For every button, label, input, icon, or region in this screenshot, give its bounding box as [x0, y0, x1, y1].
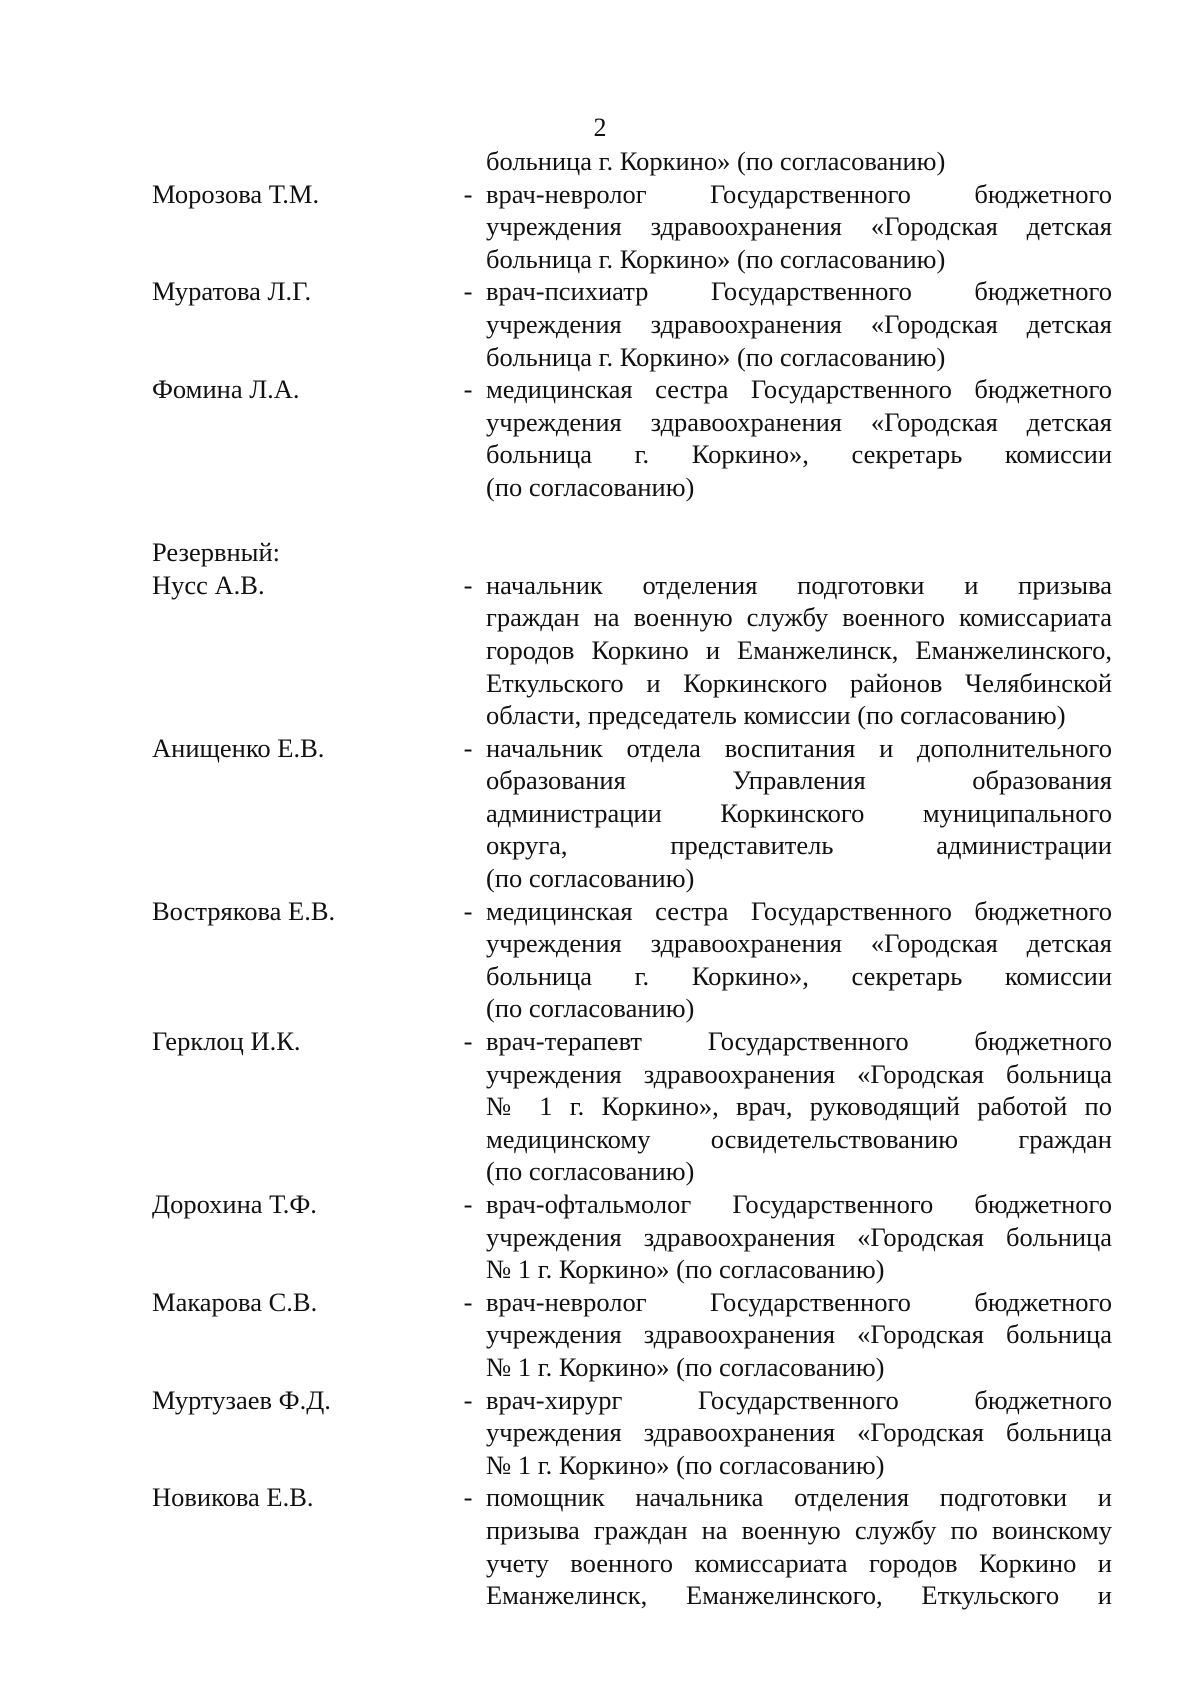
member-role-line: учету военного комиссариата городов Коркино и [486, 1547, 1112, 1578]
member-name: Дорохина Т.Ф. [152, 1189, 317, 1219]
member-entry [152, 178, 1112, 276]
member-role-line: округа, представитель администрации [486, 830, 1112, 861]
member-role-line: учреждения здравоохранения «Городская больница [486, 1058, 1112, 1089]
dash-separator: - [463, 276, 473, 307]
member-role-line: медицинская сестра Государственного бюджетного [486, 895, 1112, 926]
member-role-line: больница г. Коркино», секретарь комиссии [486, 439, 1112, 470]
member-name: Муратова Л.Г. [152, 276, 312, 307]
continuation-text: больница г. Коркино» (по согласованию) [486, 146, 946, 176]
dash-separator: - [463, 1482, 473, 1513]
member-role [486, 732, 1112, 895]
dash-separator: - [463, 1026, 473, 1057]
member-role-line: помощник начальника отделения подготовки и [486, 1482, 1112, 1513]
member-role-line: (по согласованию) [486, 993, 695, 1024]
dash-separator: - [463, 732, 473, 763]
member-role-line: призыва граждан на военную службу по воинскому [486, 1514, 1112, 1545]
continuation-line [486, 145, 1112, 178]
member-entry [152, 1286, 1112, 1384]
member-role [486, 1384, 1112, 1482]
member-role [486, 275, 1112, 373]
member-role-line: учреждения здравоохранения «Городская детская [486, 211, 1112, 242]
member-role-line: больница г. Коркино» (по согласованию) [486, 243, 946, 274]
member-entry [152, 1025, 1112, 1188]
dash-separator: - [463, 178, 473, 209]
member-role [486, 178, 1112, 276]
member-role [486, 895, 1112, 1025]
commission-main-list [152, 178, 1112, 504]
member-role-line: № 1 г. Коркино» (по согласованию) [486, 1351, 885, 1382]
section-label-reserve: Резервный: [152, 537, 280, 568]
member-entry [152, 1481, 1112, 1611]
member-role-line: больница г. Коркино» (по согласованию) [486, 341, 946, 372]
member-role [486, 1188, 1112, 1286]
member-name: Морозова Т.М. [152, 178, 320, 209]
dash-separator: - [463, 1384, 473, 1415]
member-role-line: (по согласованию) [486, 1156, 695, 1187]
member-role-line: области, председатель комиссии (по согласованию) [486, 700, 1066, 731]
member-role-line: образования Управления образования [486, 765, 1112, 796]
member-name: Фомина Л.А. [152, 374, 300, 405]
member-role-line: городов Коркино и Еманжелинск, Еманжелинского, [486, 634, 1112, 665]
member-role-line: администрации Коркинского муниципального [486, 797, 1112, 828]
member-entry [152, 275, 1112, 373]
member-role-line: № 1 г. Коркино», врач, руководящий работой по [486, 1091, 1112, 1122]
member-role-line: учреждения здравоохранения «Городская больница [486, 1319, 1112, 1350]
section-spacer [152, 504, 1112, 537]
member-role-line: начальник отделения подготовки и призыва [486, 569, 1112, 600]
member-role-line: учреждения здравоохранения «Городская детская [486, 308, 1112, 339]
member-role-line: Еткульского и Коркинского районов Челябинской [486, 667, 1112, 698]
member-name: Вострякова Е.В. [152, 895, 336, 926]
member-role-line: врач-невролог Государственного бюджетного [486, 1286, 1112, 1317]
dash-separator: - [463, 1189, 473, 1219]
member-role-line: № 1 г. Коркино» (по согласованию) [486, 1449, 885, 1480]
dash-separator: - [463, 1286, 473, 1317]
member-role-line: Еманжелинск, Еманжелинского, Еткульского и [486, 1580, 1112, 1611]
member-role-line: врач-офтальмолог Государственного бюджетного [486, 1189, 1112, 1219]
commission-reserve-list [152, 569, 1112, 1612]
member-role-line: врач-психиатр Государственного бюджетного [486, 276, 1112, 307]
member-role [486, 1481, 1112, 1611]
member-role [486, 1025, 1112, 1188]
dash-separator: - [463, 895, 473, 926]
member-role-line: больница г. Коркино», секретарь комиссии [486, 960, 1112, 991]
member-role-line: граждан на военную службу военного комиссариата [486, 602, 1112, 633]
member-role-line: учреждения здравоохранения «Городская детская [486, 406, 1112, 437]
member-role-line: медицинскому освидетельствованию граждан [486, 1123, 1112, 1154]
member-role-line: начальник отдела воспитания и дополнительного [486, 732, 1112, 763]
member-role-line: учреждения здравоохранения «Городская больница [486, 1417, 1112, 1448]
member-name: Анищенко Е.В. [152, 732, 325, 763]
member-name: Новикова Е.В. [152, 1482, 314, 1513]
member-entry [152, 373, 1112, 503]
member-role-line: медицинская сестра Государственного бюджетного [486, 374, 1112, 405]
dash-separator: - [463, 374, 473, 405]
member-entry [152, 1188, 1112, 1286]
member-role-line: врач-терапевт Государственного бюджетного [486, 1026, 1112, 1057]
member-role-line: (по согласованию) [486, 471, 695, 502]
member-entry [152, 1384, 1112, 1482]
member-name: Муртузаев Ф.Д. [152, 1384, 331, 1415]
document-body [152, 145, 1112, 1612]
member-role-line: врач-невролог Государственного бюджетного [486, 178, 1112, 209]
member-role-line: учреждения здравоохранения «Городская детская [486, 928, 1112, 959]
member-role [486, 569, 1112, 732]
dash-separator: - [463, 569, 473, 600]
member-entry [152, 895, 1112, 1025]
member-role [486, 1286, 1112, 1384]
member-role-line: врач-хирург Государственного бюджетного [486, 1384, 1112, 1415]
member-entry [152, 732, 1112, 895]
page-number: 2 [593, 113, 607, 142]
member-name: Макарова С.В. [152, 1286, 318, 1317]
member-name: Нусс А.В. [152, 569, 265, 600]
member-name: Герклоц И.К. [152, 1026, 301, 1057]
member-entry [152, 569, 1112, 732]
member-role [486, 373, 1112, 503]
member-role-line: (по согласованию) [486, 863, 695, 894]
member-role-line: № 1 г. Коркино» (по согласованию) [486, 1254, 885, 1285]
member-role-line: учреждения здравоохранения «Городская больница [486, 1221, 1112, 1252]
